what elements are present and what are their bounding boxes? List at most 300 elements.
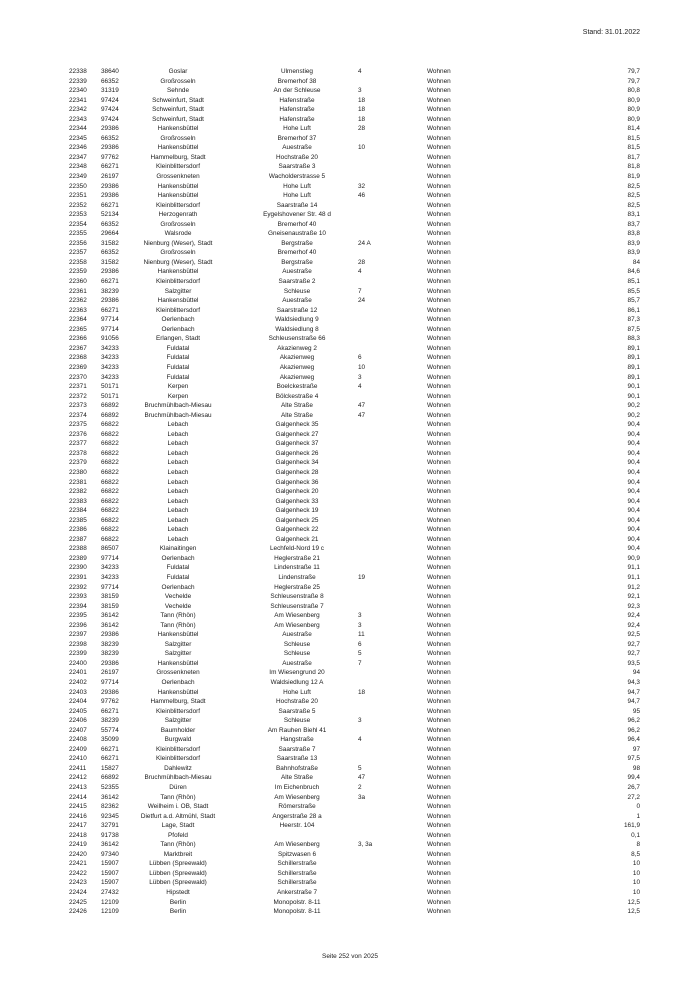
postal-code-cell: 34233	[101, 344, 119, 352]
value-cell: 81,9	[627, 173, 640, 181]
data-table	[60, 67, 640, 917]
row-id-cell: 22404	[69, 698, 87, 706]
row-id-cell: 22367	[69, 344, 87, 352]
row-id-cell: 22408	[69, 736, 87, 744]
postal-code-cell: 66822	[101, 507, 119, 515]
value-cell: 81,5	[627, 144, 640, 152]
table-row: 22382 66822 Lebach Galgenheck 20 Wohnen 90,4	[69, 488, 640, 496]
value-cell: 12,5	[627, 898, 640, 906]
postal-code-cell: 97424	[101, 106, 119, 114]
table-row: 22421 15907 Lübben (Spreewald) Schillerstraße Wohnen 10	[69, 860, 640, 868]
row-id-cell: 22379	[69, 459, 87, 467]
table-row: 22388 86507 Klainaitingen Lechfeld-Nord 19 c Wohnen 90,4	[69, 545, 640, 553]
postal-code-cell: 66822	[101, 459, 119, 467]
table-row: 22355 29664 Walsrode Gneisenaustraße 10 Wohnen 83,8	[69, 230, 640, 238]
row-id-cell: 22390	[69, 564, 87, 572]
row-id-cell: 22342	[69, 106, 87, 114]
row-id-cell: 22376	[69, 430, 87, 438]
postal-code-cell: 66271	[101, 201, 119, 209]
table-row: 22389 97714 Oerlenbach Heglerstraße 21 Wohnen 90,9	[69, 554, 640, 562]
table-row: 22352 66271 Kleinblittersdorf Saarstraße 14 Wohnen 82,5	[69, 201, 640, 209]
value-cell: 90,4	[627, 459, 640, 467]
table-row: 22413 52355 Düren Im Eichenbruch 2 Wohnen 26,7	[69, 784, 640, 792]
usage-cell: Wohnen	[427, 679, 451, 686]
value-cell: 90,4	[627, 449, 640, 457]
usage-cell: Wohnen	[427, 249, 451, 257]
value-cell: 80,9	[627, 96, 640, 104]
usage-cell: Wohnen	[427, 602, 451, 610]
table-row: 22403 29386 Hankensbüttel Hohe Luft 18 Wohnen 94,7	[69, 688, 640, 696]
value-cell: 96,2	[627, 726, 640, 734]
usage-cell: Wohnen	[427, 278, 451, 286]
row-id-cell: 22403	[69, 688, 87, 696]
postal-code-cell: 29386	[101, 182, 119, 190]
usage-cell: Wohnen	[427, 573, 451, 581]
value-cell: 83,9	[627, 239, 640, 247]
usage-cell: Wohnen	[427, 440, 451, 448]
postal-code-cell: 97714	[101, 325, 119, 333]
postal-code-cell: 97424	[101, 115, 119, 123]
postal-code-cell: 50171	[101, 392, 119, 400]
table-row: 22386 66822 Lebach Galgenheck 22 Wohnen 90,4	[69, 526, 640, 534]
house-number-cell: 47	[358, 774, 366, 782]
value-cell: 90,2	[627, 402, 640, 410]
value-cell: 12,5	[627, 908, 640, 916]
table-row: 22395 36142 Tann (Rhön) Am Wiesenberg 3 Wohnen 92,4	[69, 612, 640, 620]
table-row: 22362 29386 Hankensbüttel Auestraße 24 Wohnen 85,7	[69, 297, 640, 305]
table-row: 22374 66892 Bruchmühlbach-Miesau Alte Straße 47 Wohnen 90,2	[69, 411, 640, 419]
value-cell: 85,1	[627, 278, 640, 286]
row-id-cell: 22405	[69, 707, 87, 715]
usage-cell: Wohnen	[427, 889, 451, 897]
usage-cell: Wohnen	[427, 545, 451, 553]
row-id-cell: 22344	[69, 125, 87, 133]
row-id-cell: 22406	[69, 717, 87, 725]
postal-code-cell: 97714	[101, 679, 119, 686]
postal-code-cell: 12109	[101, 908, 119, 916]
usage-cell: Wohnen	[427, 659, 451, 667]
stand-date: Stand: 31.01.2022	[582, 29, 640, 36]
row-id-cell: 22411	[69, 764, 87, 772]
usage-cell: Wohnen	[427, 163, 451, 171]
house-number-cell: 32	[358, 182, 366, 190]
value-cell: 1	[636, 812, 640, 820]
row-id-cell: 22355	[69, 230, 87, 238]
postal-code-cell: 97714	[101, 316, 119, 324]
postal-code-cell: 29386	[101, 631, 119, 639]
row-id-cell: 22347	[69, 153, 87, 161]
usage-cell: Wohnen	[427, 812, 451, 820]
value-cell: 97,5	[627, 755, 640, 763]
postal-code-cell: 97424	[101, 96, 119, 104]
usage-cell: Wohnen	[427, 230, 451, 238]
postal-code-cell: 34233	[101, 564, 119, 572]
postal-code-cell: 97762	[101, 153, 119, 161]
postal-code-cell: 66271	[101, 163, 119, 171]
postal-code-cell: 66352	[101, 249, 119, 257]
usage-cell: Wohnen	[427, 640, 451, 648]
usage-cell: Wohnen	[427, 869, 451, 877]
usage-cell: Wohnen	[427, 192, 451, 200]
usage-cell: Wohnen	[427, 803, 451, 811]
table-row: 22399 38239 Salzgitter Schleuse 5 Wohnen 92,7	[69, 650, 640, 658]
value-cell: 80,9	[627, 115, 640, 123]
usage-cell: Wohnen	[427, 392, 451, 400]
row-id-cell: 22394	[69, 602, 87, 610]
page-number: Seite 252 von 2025	[321, 953, 379, 960]
table-row: 22381 66822 Lebach Galgenheck 36 Wohnen 90,4	[69, 478, 640, 486]
table-row: 22409 66271 Kleinblittersdorf Saarstraße 7 Wohnen 97	[69, 745, 640, 753]
row-id-cell: 22359	[69, 268, 87, 276]
value-cell: 86,1	[627, 306, 640, 314]
table-row: 22404 97762 Hammelburg, Stadt Hochstraße 20 Wohnen 94,7	[69, 698, 640, 706]
house-number-cell: 4	[358, 68, 362, 75]
value-cell: 90,4	[627, 440, 640, 448]
postal-code-cell: 36142	[101, 612, 119, 620]
table-row: 22369 34233 Fuldatal Akazienweg 10 Wohnen 89,1	[69, 363, 640, 371]
postal-code-cell: 31582	[101, 258, 119, 266]
row-id-cell: 22362	[69, 297, 87, 305]
postal-code-cell: 15827	[101, 764, 119, 772]
usage-cell: Wohnen	[427, 268, 451, 276]
postal-code-cell: 15907	[101, 860, 119, 868]
table-row: 22341 97424 Schweinfurt, Stadt Hafenstraße 18 Wohnen 80,9	[69, 96, 640, 104]
usage-cell: Wohnen	[427, 316, 451, 324]
value-cell: 90,4	[627, 468, 640, 476]
row-id-cell: 22413	[69, 784, 87, 792]
row-id-cell: 22378	[69, 449, 87, 457]
value-cell: 10	[632, 889, 640, 897]
house-number-cell: 3	[358, 87, 362, 95]
postal-code-cell: 15907	[101, 869, 119, 877]
usage-cell: Wohnen	[427, 325, 451, 333]
value-cell: 90,4	[627, 516, 640, 524]
house-number-cell: 3	[358, 612, 362, 620]
table-row: 22353 52134 Herzogenrath Eygelshovener Str. 48 d Wohnen 83,1	[69, 211, 640, 219]
row-id-cell: 22416	[69, 812, 87, 820]
row-id-cell: 22357	[69, 249, 87, 257]
postal-code-cell: 97340	[101, 850, 119, 858]
table-row: 22426 12109 Berlin Monopolstr. 8-11 Wohnen 12,5	[69, 908, 640, 916]
table-row: 22384 66822 Lebach Galgenheck 19 Wohnen 90,4	[69, 507, 640, 515]
usage-cell: Wohnen	[427, 239, 451, 247]
value-cell: 82,5	[627, 201, 640, 209]
usage-cell: Wohnen	[427, 707, 451, 715]
usage-cell: Wohnen	[427, 478, 451, 486]
postal-code-cell: 29386	[101, 192, 119, 200]
postal-code-cell: 31319	[101, 87, 119, 95]
postal-code-cell: 66822	[101, 421, 119, 429]
value-cell: 0,1	[631, 831, 640, 839]
value-cell: 90,9	[627, 554, 640, 562]
house-number-cell: 5	[358, 764, 362, 772]
table-row: 22356 31582 Nienburg (Weser), Stadt Bergstraße 24 A Wohnen 83,9	[69, 239, 640, 247]
house-number-cell: 24	[358, 297, 366, 305]
value-cell: 87,5	[627, 325, 640, 333]
row-id-cell: 22339	[69, 77, 87, 85]
row-id-cell: 22426	[69, 908, 87, 916]
row-id-cell: 22366	[69, 335, 87, 343]
row-id-cell: 22418	[69, 831, 87, 839]
value-cell: 96,2	[627, 717, 640, 725]
value-cell: 87,3	[627, 316, 640, 324]
postal-code-cell: 34233	[101, 573, 119, 581]
table-row: 22357 66352 Großrosseln Bremerhof 40 Wohnen 83,9	[69, 249, 640, 257]
postal-code-cell: 66352	[101, 77, 119, 85]
row-id-cell: 22424	[69, 889, 87, 897]
table-row: 22351 29386 Hankensbüttel Hohe Luft 46 Wohnen 82,5	[69, 192, 640, 200]
row-id-cell: 22385	[69, 516, 87, 524]
usage-cell: Wohnen	[427, 860, 451, 868]
row-id-cell: 22346	[69, 144, 87, 152]
row-id-cell: 22364	[69, 316, 87, 324]
value-cell: 81,4	[627, 125, 640, 133]
value-cell: 90,4	[627, 535, 640, 543]
usage-cell: Wohnen	[427, 287, 451, 295]
postal-code-cell: 66892	[101, 402, 119, 410]
row-id-cell: 22417	[69, 822, 87, 830]
row-id-cell: 22365	[69, 325, 87, 333]
table-row: 22377 66822 Lebach Galgenheck 37 Wohnen 90,4	[69, 440, 640, 448]
table-row: 22416 92345 Dietfurt a.d. Altmühl, Stadt Angerstraße 28 a Wohnen 1	[69, 812, 640, 820]
table-row: 22410 66271 Kleinblittersdorf Saarstraße 13 Wohnen 97,5	[69, 755, 640, 763]
postal-code-cell: 38239	[101, 287, 119, 295]
postal-code-cell: 91056	[101, 335, 119, 343]
table-row: 22406 38239 Salzgitter Schleuse 3 Wohnen 96,2	[69, 717, 640, 725]
postal-code-cell: 66822	[101, 516, 119, 524]
row-id-cell: 22414	[69, 793, 87, 801]
value-cell: 83,8	[627, 230, 640, 238]
value-cell: 90,4	[627, 478, 640, 486]
house-number-cell: 11	[358, 631, 365, 639]
house-number-cell: 6	[358, 640, 362, 648]
row-id-cell: 22393	[69, 593, 87, 601]
postal-code-cell: 66352	[101, 220, 119, 228]
row-id-cell: 22360	[69, 278, 87, 286]
value-cell: 83,7	[627, 220, 640, 228]
table-row: 22411 15827 Dahlewitz Bahnhofstraße 5 Wohnen 98	[69, 764, 640, 772]
row-id-cell: 22397	[69, 631, 87, 639]
row-id-cell: 22412	[69, 774, 87, 782]
usage-cell: Wohnen	[427, 784, 451, 792]
value-cell: 83,9	[627, 249, 640, 257]
row-id-cell: 22395	[69, 612, 87, 620]
house-number-cell: 10	[358, 363, 366, 371]
postal-code-cell: 26197	[101, 669, 119, 677]
row-id-cell: 22392	[69, 583, 87, 591]
value-cell: 96,4	[627, 736, 640, 744]
row-id-cell: 22373	[69, 402, 87, 410]
table-row: 22400 29386 Hankensbüttel Auestraße 7 Wohnen 93,5	[69, 659, 640, 667]
table-row: 22348 66271 Kleinblittersdorf Saarstraße 3 Wohnen 81,8	[69, 163, 640, 171]
house-number-cell: 5	[358, 650, 362, 658]
table-row: 22360 66271 Kleinblittersdorf Saarstraße 2 Wohnen 85,1	[69, 278, 640, 286]
row-id-cell: 22384	[69, 507, 87, 515]
usage-cell: Wohnen	[427, 736, 451, 744]
table-row: 22417 32791 Lage, Stadt Heerstr. 104 Wohnen 161,9	[69, 822, 640, 830]
postal-code-cell: 52134	[101, 211, 119, 219]
postal-code-cell: 66822	[101, 449, 119, 457]
value-cell: 99,4	[627, 774, 640, 782]
value-cell: 85,5	[627, 287, 640, 295]
usage-cell: Wohnen	[427, 507, 451, 515]
house-number-cell: 7	[358, 287, 362, 295]
row-id-cell: 22361	[69, 287, 87, 295]
table-row: 22387 66822 Lebach Galgenheck 21 Wohnen 90,4	[69, 535, 640, 543]
row-id-cell: 22374	[69, 411, 87, 419]
postal-code-cell: 66271	[101, 755, 119, 763]
usage-cell: Wohnen	[427, 850, 451, 858]
value-cell: 79,7	[627, 68, 640, 75]
postal-code-cell: 34233	[101, 363, 119, 371]
row-id-cell: 22401	[69, 669, 87, 677]
value-cell: 89,1	[627, 344, 640, 352]
row-id-cell: 22399	[69, 650, 87, 658]
value-cell: 92,7	[627, 640, 640, 648]
value-cell: 84	[632, 258, 640, 266]
house-number-cell: 46	[358, 192, 366, 200]
house-number-cell: 47	[358, 402, 366, 410]
value-cell: 97	[632, 745, 640, 753]
value-cell: 90,4	[627, 497, 640, 505]
usage-cell: Wohnen	[427, 793, 451, 801]
value-cell: 89,1	[627, 354, 640, 362]
row-id-cell: 22407	[69, 726, 87, 734]
house-number-cell: 3	[358, 717, 362, 725]
postal-code-cell: 29386	[101, 297, 119, 305]
table-row: 22380 66822 Lebach Galgenheck 28 Wohnen 90,4	[69, 468, 640, 476]
usage-cell: Wohnen	[427, 134, 451, 142]
row-id-cell: 22354	[69, 220, 87, 228]
row-id-cell: 22383	[69, 497, 87, 505]
postal-code-cell: 66822	[101, 497, 119, 505]
postal-code-cell: 52355	[101, 784, 119, 792]
row-id-cell: 22409	[69, 745, 87, 753]
postal-code-cell: 50171	[101, 383, 119, 391]
value-cell: 89,1	[627, 373, 640, 381]
value-cell: 10	[632, 860, 640, 868]
value-cell: 91,1	[627, 564, 640, 572]
table-row: 22401 26197 Grossenkneten Im Wiesengrund 20 Wohnen 94	[69, 669, 640, 677]
usage-cell: Wohnen	[427, 774, 451, 782]
table-row: 22372 50171 Kerpen Bölckestraße 4 Wohnen 90,1	[69, 392, 640, 400]
house-number-cell: 7	[358, 659, 362, 667]
usage-cell: Wohnen	[427, 115, 451, 123]
postal-code-cell: 38239	[101, 650, 119, 658]
usage-cell: Wohnen	[427, 173, 451, 181]
table-row: 22385 66822 Lebach Galgenheck 25 Wohnen 90,4	[69, 516, 640, 524]
row-id-cell: 22351	[69, 192, 87, 200]
usage-cell: Wohnen	[427, 516, 451, 524]
usage-cell: Wohnen	[427, 402, 451, 410]
usage-cell: Wohnen	[427, 153, 451, 161]
table-row: 22368 34233 Fuldatal Akazienweg 6 Wohnen 89,1	[69, 354, 640, 362]
postal-code-cell: 66822	[101, 488, 119, 496]
table-row: 22376 66822 Lebach Galgenheck 27 Wohnen 90,4	[69, 430, 640, 438]
row-id-cell: 22341	[69, 96, 87, 104]
usage-cell: Wohnen	[427, 612, 451, 620]
usage-cell: Wohnen	[427, 306, 451, 314]
row-id-cell: 22377	[69, 440, 87, 448]
usage-cell: Wohnen	[427, 125, 451, 133]
row-id-cell: 22343	[69, 115, 87, 123]
row-id-cell: 22388	[69, 545, 87, 553]
postal-code-cell: 66822	[101, 430, 119, 438]
usage-cell: Wohnen	[427, 344, 451, 352]
usage-cell: Wohnen	[427, 898, 451, 906]
postal-code-cell: 32791	[101, 822, 119, 830]
table-row: 22391 34233 Fuldatal Lindenstraße 19 Wohnen 91,1	[69, 573, 640, 581]
table-row: 22414 36142 Tann (Rhön) Am Wiesenberg 3a Wohnen 27,2	[69, 793, 640, 801]
value-cell: 98	[632, 764, 640, 772]
usage-cell: Wohnen	[427, 201, 451, 209]
usage-cell: Wohnen	[427, 144, 451, 152]
postal-code-cell: 29386	[101, 125, 119, 133]
table-row: 22378 66822 Lebach Galgenheck 26 Wohnen 90,4	[69, 449, 640, 457]
usage-cell: Wohnen	[427, 373, 451, 381]
table-row: 22402 97714 Oerlenbach Waldsiedlung 12 A Wohnen 94,3	[69, 679, 640, 686]
value-cell: 94,7	[627, 698, 640, 706]
postal-code-cell: 38640	[101, 68, 119, 75]
house-number-cell: 3	[358, 621, 362, 629]
usage-cell: Wohnen	[427, 96, 451, 104]
usage-cell: Wohnen	[427, 535, 451, 543]
value-cell: 8,5	[631, 850, 640, 858]
value-cell: 90,4	[627, 526, 640, 534]
usage-cell: Wohnen	[427, 879, 451, 887]
postal-code-cell: 15907	[101, 879, 119, 887]
house-number-cell: 3, 3a	[358, 841, 373, 849]
house-number-cell: 3a	[358, 793, 366, 801]
postal-code-cell: 66822	[101, 440, 119, 448]
value-cell: 79,7	[627, 77, 640, 85]
row-id-cell: 22338	[69, 68, 87, 75]
value-cell: 92,4	[627, 612, 640, 620]
usage-cell: Wohnen	[427, 297, 451, 305]
value-cell: 10	[632, 869, 640, 877]
row-id-cell: 22371	[69, 383, 87, 391]
value-cell: 80,8	[627, 87, 640, 95]
row-id-cell: 22356	[69, 239, 87, 247]
row-id-cell: 22369	[69, 363, 87, 371]
postal-code-cell: 29386	[101, 659, 119, 667]
postal-code-cell: 27432	[101, 889, 119, 897]
row-id-cell: 22382	[69, 488, 87, 496]
postal-code-cell: 66271	[101, 745, 119, 753]
usage-cell: Wohnen	[427, 583, 451, 591]
table-row: 22394 38159 Vechelde Schleusenstraße 7 Wohnen 92,3	[69, 602, 640, 610]
usage-cell: Wohnen	[427, 182, 451, 190]
house-number-cell: 4	[358, 268, 362, 276]
postal-code-cell: 38239	[101, 640, 119, 648]
row-id-cell: 22358	[69, 258, 87, 266]
house-number-cell: 28	[358, 125, 366, 133]
house-number-cell: 24 A	[358, 239, 371, 247]
postal-code-cell: 29386	[101, 688, 119, 696]
postal-code-cell: 92345	[101, 812, 119, 820]
table-row: 22375 66822 Lebach Galgenheck 35 Wohnen 90,4	[69, 421, 640, 429]
table-row: 22371 50171 Kerpen Boelckestraße 4 Wohnen 90,1	[69, 383, 640, 391]
value-cell: 92,3	[627, 602, 640, 610]
row-id-cell: 22391	[69, 573, 87, 581]
row-id-cell: 22381	[69, 478, 87, 486]
table-row: 22344 29386 Hankensbüttel Hohe Luft 28 Wohnen 81,4	[69, 125, 640, 133]
value-cell: 82,5	[627, 192, 640, 200]
usage-cell: Wohnen	[427, 430, 451, 438]
usage-cell: Wohnen	[427, 717, 451, 725]
table-row: 22347 97762 Hammelburg, Stadt Hochstraße 20 Wohnen 81,7	[69, 153, 640, 161]
usage-cell: Wohnen	[427, 745, 451, 753]
